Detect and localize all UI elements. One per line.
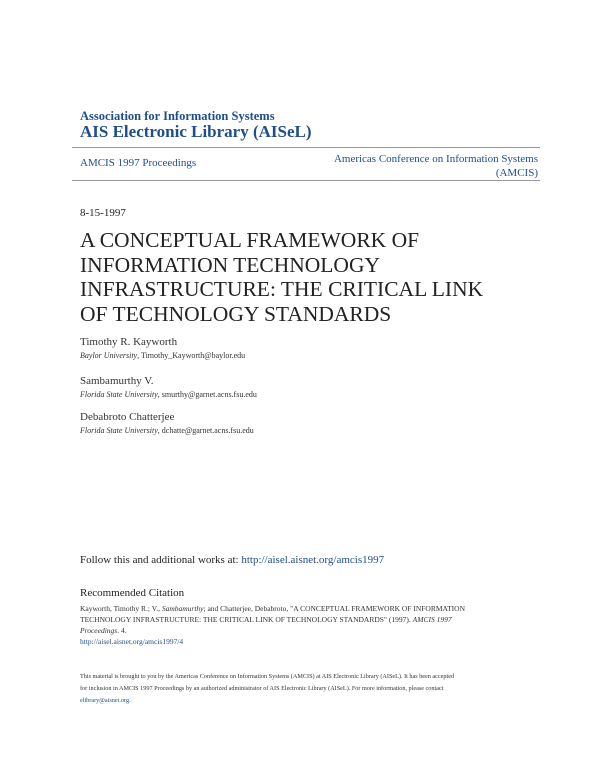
citation-text: ; and Chatterjee, Debabroto, "A CONCEPTUAL FRAMEWORK OF INFORMATION <box>203 604 466 613</box>
conference-link[interactable] <box>308 152 538 180</box>
title-line: INFRASTRUCTURE: THE CRITICAL LINK <box>80 277 484 301</box>
header-bar <box>72 147 540 181</box>
author-name[interactable]: Sambamurthy V. <box>80 375 154 387</box>
citation-link[interactable]: http://aisel.aisnet.org/amcis1997/4 <box>80 637 184 646</box>
contact-email-link[interactable]: elibrary@aisnet.org <box>80 697 130 704</box>
paper-title <box>80 228 520 326</box>
citation-line <box>80 614 520 625</box>
citation-text: AMCIS 1997 <box>412 615 452 624</box>
proceedings-link[interactable]: AMCIS 1997 Proceedings <box>80 157 197 169</box>
author-email: , Timothy_Kayworth@baylor.edu <box>137 351 246 360</box>
author-email: , dchatte@garnet.acns.fsu.edu <box>157 426 254 435</box>
title-line: INFORMATION TECHNOLOGY <box>80 252 381 277</box>
conference-line-2: (AMCIS) <box>495 167 538 179</box>
follow-line <box>80 554 384 566</box>
author-affiliation <box>80 390 257 399</box>
conference-line-1: Americas Conference on Information Systems <box>333 153 538 165</box>
follow-text: Follow this and additional works at: <box>80 554 242 566</box>
library-name[interactable]: AIS Electronic Library (AISeL) <box>80 122 312 141</box>
footer-line: This material is brought to you by the Americas Conference on Information Systems (AMCIS) at AIS Electronic Library (AISeL). It has been accepted <box>80 673 455 680</box>
citation-text: Kayworth, Timothy R.; V., <box>80 604 162 613</box>
author-university: Florida State University <box>80 390 158 399</box>
author-university: Baylor University <box>80 351 138 360</box>
title-line: A CONCEPTUAL FRAMEWORK OF <box>80 228 420 252</box>
citation-line <box>80 603 520 614</box>
author-name[interactable]: Debabroto Chatterjee <box>80 411 175 423</box>
org-name: Association for Information Systems <box>80 109 275 123</box>
author-affiliation <box>80 351 245 360</box>
title-line: OF TECHNOLOGY STANDARDS <box>80 301 392 326</box>
recommended-citation-heading: Recommended Citation <box>80 587 185 599</box>
footer-period: . <box>129 697 131 704</box>
author-name[interactable]: Timothy R. Kayworth <box>80 336 178 348</box>
citation-text: Proceedings <box>80 626 118 635</box>
author-affiliation <box>80 426 254 435</box>
citation-text: Sambamurthy <box>161 604 204 613</box>
footer-line: for inclusion in AMCIS 1997 Proceedings by an authorized administrator of AIS Electronic Library (AISeL). For more information, please contact <box>80 685 444 692</box>
citation-line <box>80 636 520 647</box>
follow-link[interactable]: http://aisel.aisnet.org/amcis1997 <box>241 554 385 566</box>
footer-line <box>80 695 520 707</box>
citation-text: . 4. <box>117 626 127 635</box>
footer-notice <box>80 671 520 707</box>
publication-date: 8-15-1997 <box>80 207 126 219</box>
citation-text: TECHNOLOGY INFRASTRUCTURE: THE CRITICAL LINK OF TECHNOLOGY STANDARDS" (1997). <box>80 615 413 624</box>
recommended-citation <box>80 603 520 647</box>
author-email: , smurthy@garnet.acns.fsu.edu <box>157 390 257 399</box>
citation-line <box>80 625 520 636</box>
author-university: Florida State University <box>80 426 158 435</box>
